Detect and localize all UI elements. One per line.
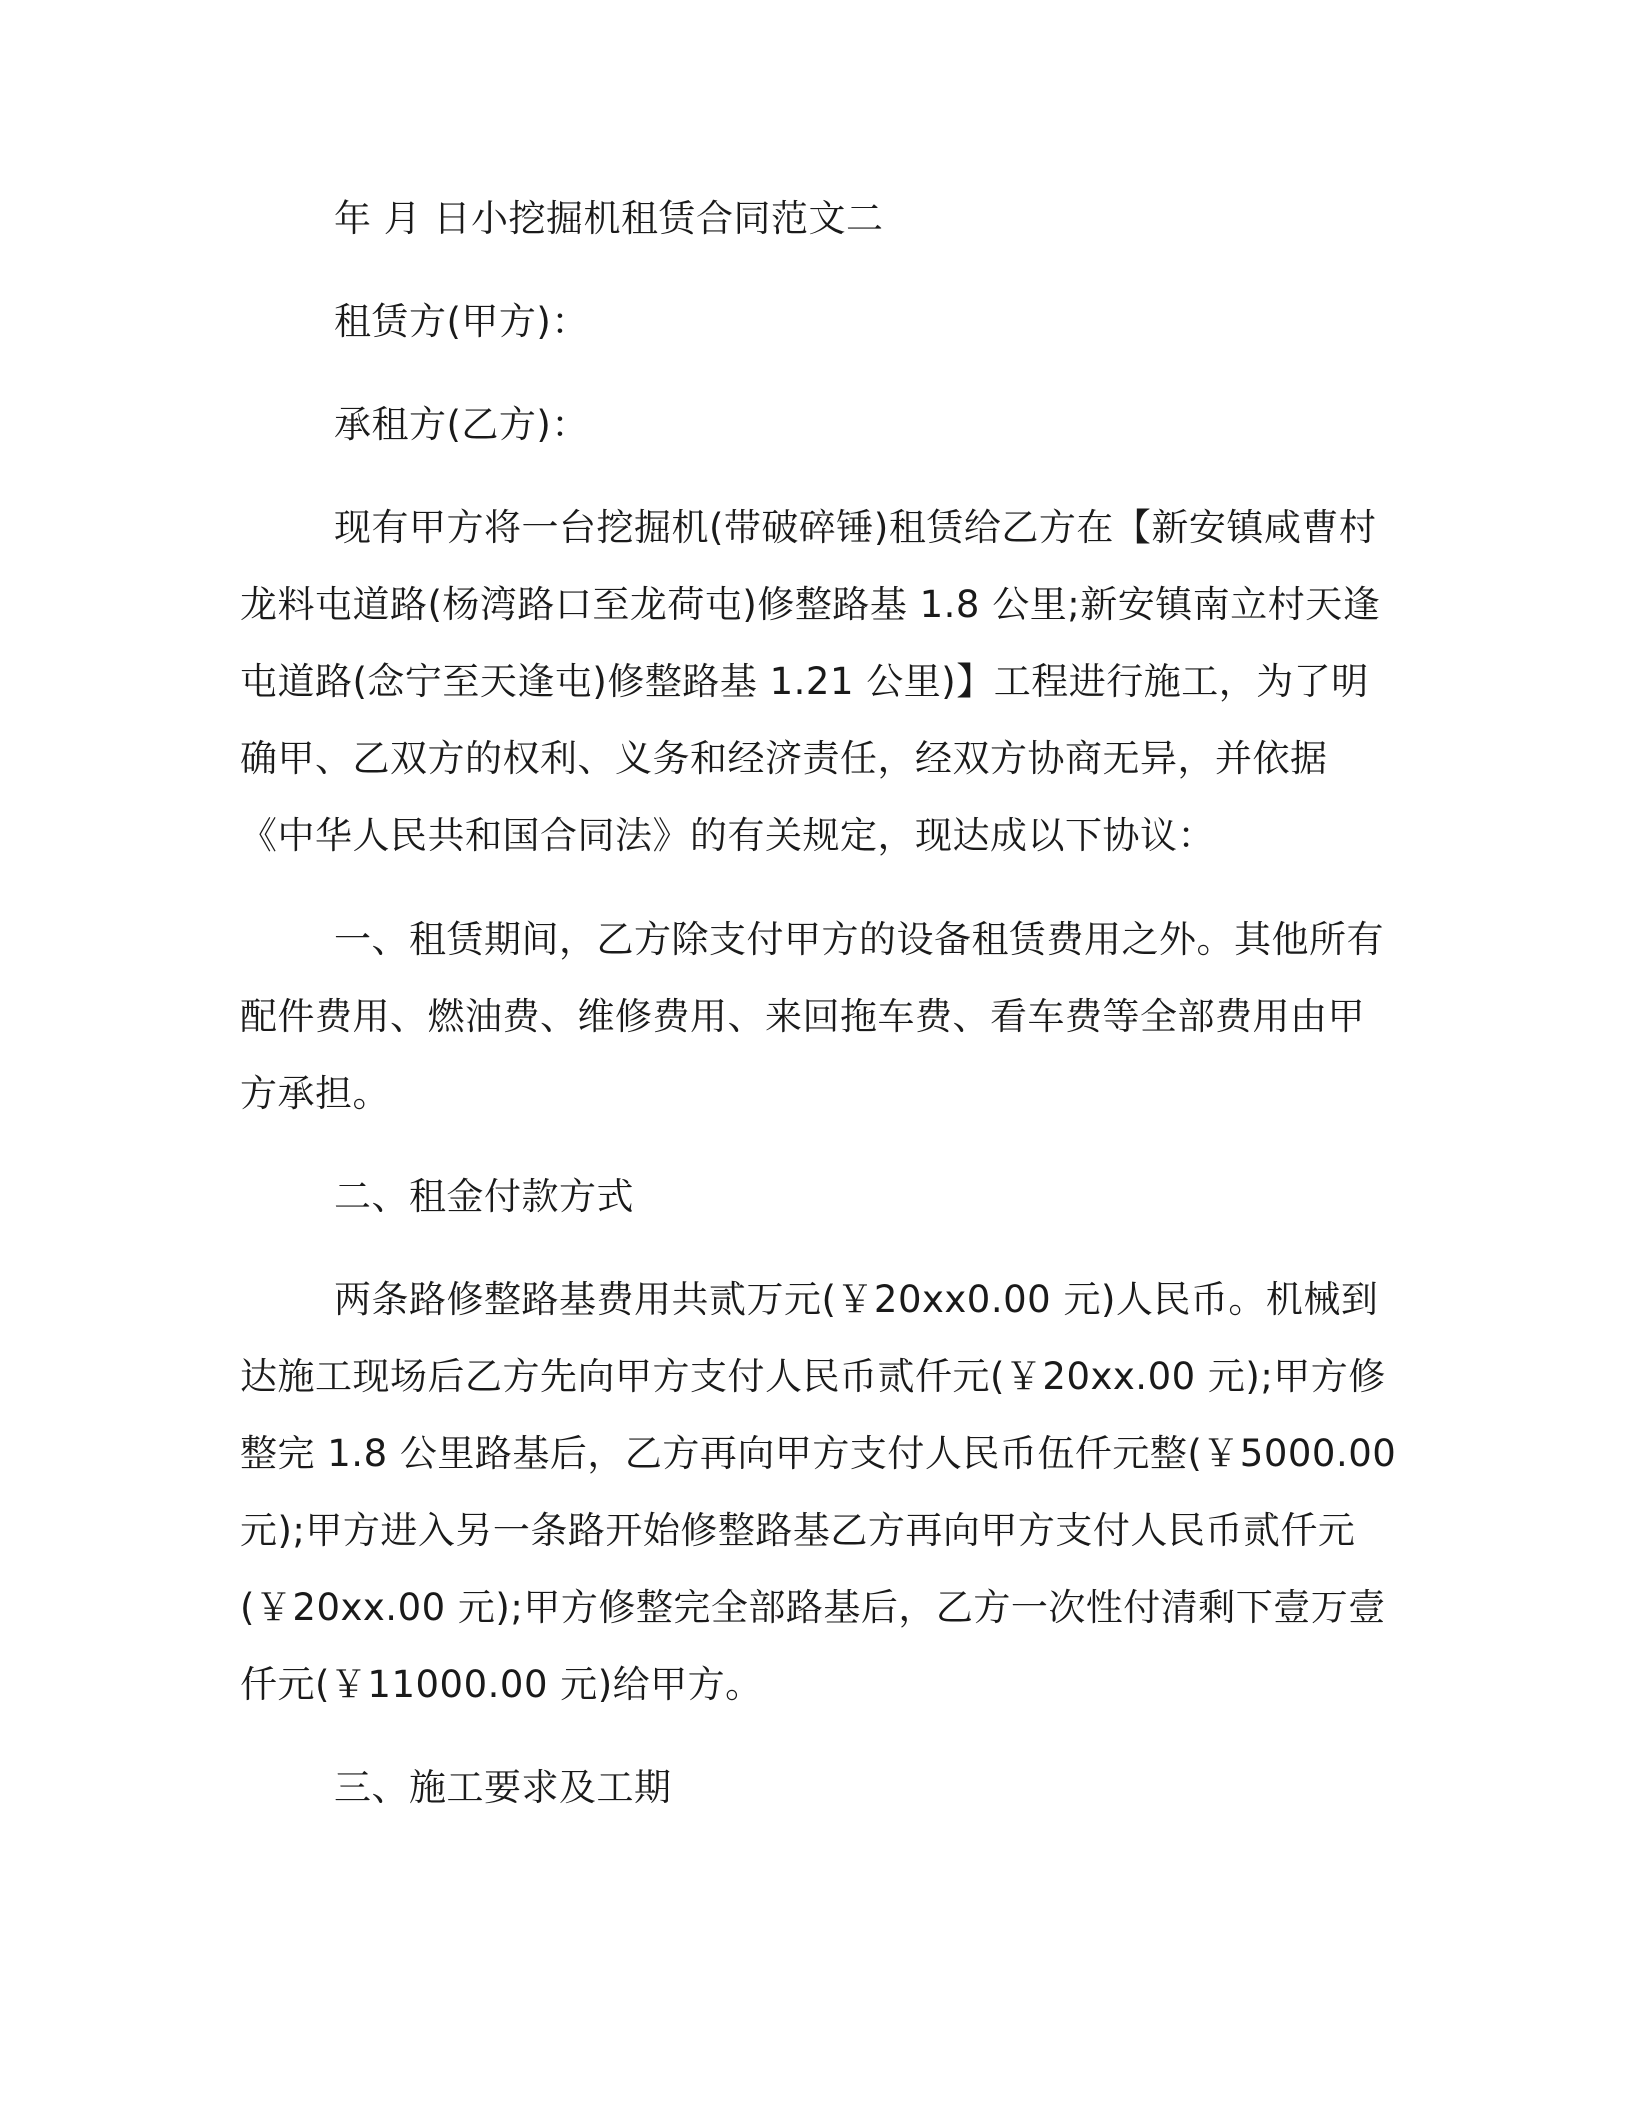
intro-paragraph: 现有甲方将一台挖掘机(带破碎锤)租赁给乙方在【新安镇咸曹村龙料屯道路(杨湾路口至龙荷屯)修整路基 1.8 公里;新安镇南立村天逢屯道路(念宁至天逢屯)修整路基 1.21 公里)】工程进行施工，为了明确甲、乙双方的权利、义务和经济责任，经双方协商无异，并依据《中华人民共和国合同法》的有关规定，现达成以下协议： [240,506,1381,857]
clause-two-body: 两条路修整路基费用共贰万元(￥20xx0.00 元)人民币。机械到达施工现场后乙方先向甲方支付人民币贰仟元(￥20xx.00 元);甲方修整完 1.8 公里路基后，乙方再向甲方支付人民币伍仟元整(￥5000.00 元);甲方进入另一条路开始修整路基乙方再向甲方支付人民币贰仟元(￥20xx.00 元);甲方修整完全部路基后，乙方一次性付清剩下壹万壹仟元(￥11000.00 元)给甲方。 [240,1278,1397,1706]
document-title: 年 月 日小挖掘机租赁合同范文二 [334,197,884,240]
clause-three-heading: 三、施工要求及工期 [334,1766,672,1809]
lessor-label: 租赁方(甲方)： [334,300,589,343]
clause-two-heading: 二、租金付款方式 [334,1175,634,1218]
clause-one: 一、租赁期间，乙方除支付甲方的设备租赁费用之外。其他所有配件费用、燃油费、维修费用、来回拖车费、看车费等全部费用由甲方承担。 [240,918,1384,1115]
lessee-label: 承租方(乙方)： [334,403,589,446]
